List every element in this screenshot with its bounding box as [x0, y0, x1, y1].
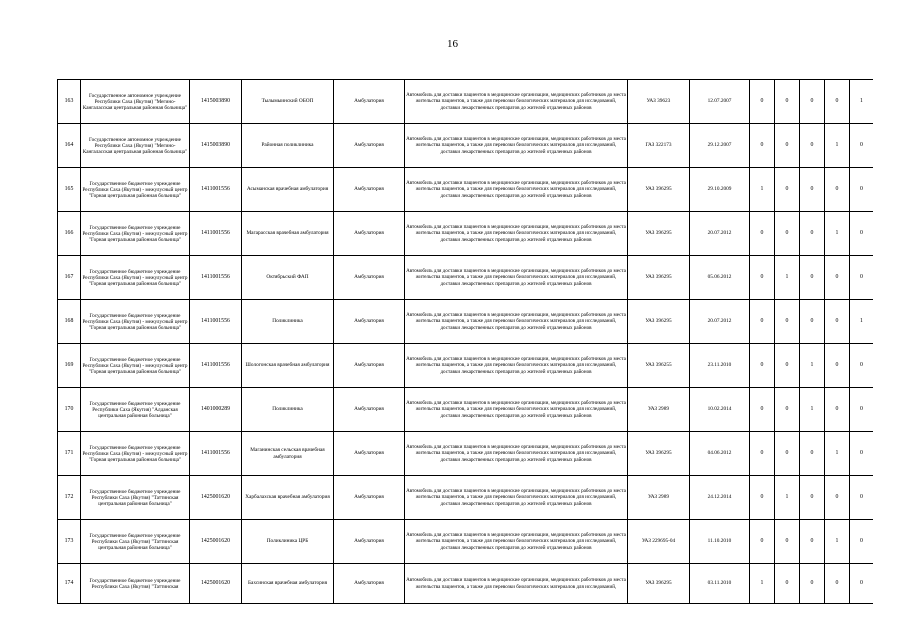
count-col-1: 0: [750, 256, 775, 300]
department-name: Амбулатория: [334, 476, 405, 520]
vehicle-model: УАЗ 396295: [628, 432, 690, 476]
count-col-1: 0: [750, 388, 775, 432]
inn-code: 1401000289: [190, 388, 242, 432]
table-row: [58, 344, 874, 388]
row-number: 165: [58, 168, 81, 212]
count-col-4: 0: [825, 80, 850, 124]
row-number: 170: [58, 388, 81, 432]
inn-code: 1411001556: [190, 212, 242, 256]
department-name: Амбулатория: [334, 388, 405, 432]
organization-name: Государственное бюджетное учреждение Республики Саха (Якутия) - межулусный центр "Горная центральная районная больница": [81, 300, 190, 344]
count-col-5: 0: [850, 476, 874, 520]
vehicle-model: ГАЗ 322173: [628, 124, 690, 168]
count-col-4: 0: [825, 388, 850, 432]
count-col-3: 0: [800, 432, 825, 476]
table-row: [58, 520, 874, 564]
count-col-3: 0: [800, 124, 825, 168]
organization-name: Государственное бюджетное учреждение Республики Саха (Якутия) - межулусный центр "Горная центральная районная больница": [81, 344, 190, 388]
inn-code: 1411001556: [190, 300, 242, 344]
count-col-5: 1: [850, 300, 874, 344]
table-row: [58, 80, 874, 124]
count-col-5: 0: [850, 344, 874, 388]
acquisition-date: 10.02.2014: [690, 388, 750, 432]
inn-code: 1425001620: [190, 476, 242, 520]
count-col-5: 0: [850, 212, 874, 256]
count-col-1: 0: [750, 344, 775, 388]
organization-name: Государственное бюджетное учреждение Республики Саха (Якутия) "Таттинская: [81, 564, 190, 604]
organization-name: Государственное бюджетное учреждение Республики Саха (Якутия) - межулусный центр "Горная центральная районная больница": [81, 168, 190, 212]
department-name: Амбулатория: [334, 80, 405, 124]
count-col-3: 0: [800, 520, 825, 564]
table-wrapper: [57, 79, 873, 640]
row-number: 166: [58, 212, 81, 256]
acquisition-date: 24.12.2014: [690, 476, 750, 520]
department-name: Амбулатория: [334, 520, 405, 564]
count-col-2: 1: [775, 476, 800, 520]
department-name: Амбулатория: [334, 344, 405, 388]
acquisition-date: 23.11.2010: [690, 344, 750, 388]
table-row: [58, 124, 874, 168]
vehicle-purpose: Автомобиль для доставки пациентов в медицинские организации, медицинских работников до места жительства пациентов, а также для перевозки биологических материалов для исследований, доставки лекарственных препаратов до жителей отдаленных районов: [405, 300, 628, 344]
department-name: Амбулатория: [334, 124, 405, 168]
count-col-2: 0: [775, 344, 800, 388]
vehicle-model: УАЗ 396295: [628, 212, 690, 256]
subdivision-name: Асыманская врачебная амбулатория: [242, 168, 334, 212]
count-col-3: 0: [800, 212, 825, 256]
inn-code: 1411001556: [190, 432, 242, 476]
acquisition-date: 20.07.2012: [690, 300, 750, 344]
subdivision-name: Шологонская врачебная амбулатория: [242, 344, 334, 388]
inn-code: 1411001556: [190, 168, 242, 212]
count-col-3: 0: [800, 256, 825, 300]
vehicle-table: [57, 79, 873, 604]
subdivision-name: Поликлиника: [242, 300, 334, 344]
subdivision-name: Маганинская сельская врачебная амбулатория: [242, 432, 334, 476]
organization-name: Государственное бюджетное учреждение Республики Саха (Якутия) - межулусный центр "Горная центральная районная больница": [81, 432, 190, 476]
row-number: 168: [58, 300, 81, 344]
count-col-5: 0: [850, 388, 874, 432]
table-body: [58, 80, 874, 604]
inn-code: 1415003890: [190, 124, 242, 168]
inn-code: 1411001556: [190, 344, 242, 388]
inn-code: 1415003890: [190, 80, 242, 124]
department-name: Амбулатория: [334, 432, 405, 476]
count-col-5: 0: [850, 124, 874, 168]
vehicle-purpose: Автомобиль для доставки пациентов в медицинские организации, медицинских работников до места жительства пациентов, а также для перевозки биологических материалов для исследований, доставки лекарственных препаратов до жителей отдаленных районов: [405, 124, 628, 168]
acquisition-date: 04.06.2012: [690, 432, 750, 476]
count-col-3: 0: [800, 168, 825, 212]
organization-name: Государственное бюджетное учреждение Республики Саха (Якутия) "Таттинская центральная районная больница": [81, 476, 190, 520]
acquisition-date: 05.06.2012: [690, 256, 750, 300]
vehicle-purpose: Автомобиль для доставки пациентов в медицинские организации, медицинских работников до места жительства пациентов, а также для перевозки биологических материалов для исследований, доставки лекарственных препаратов до жителей отдаленных районов: [405, 520, 628, 564]
inn-code: 1411001556: [190, 256, 242, 300]
count-col-1: 0: [750, 80, 775, 124]
vehicle-purpose: Автомобиль для доставки пациентов в медицинские организации, медицинских работников до места жительства пациентов, а также для перевозки биологических материалов для исследований, доставки лекарственных препаратов до жителей отдаленных районов: [405, 432, 628, 476]
acquisition-date: 29.10.2009: [690, 168, 750, 212]
organization-name: Государственное автономное учреждение Республики Саха (Якутия) "Мегино-Кангаласская центральная районная больница": [81, 80, 190, 124]
count-col-3: 0: [800, 476, 825, 520]
table-row: [58, 168, 874, 212]
organization-name: Государственное бюджетное учреждение Республики Саха (Якутия) - межулусный центр "Горная центральная районная больница": [81, 212, 190, 256]
inn-code: 1425001620: [190, 564, 242, 604]
organization-name: Государственное автономное учреждение Республики Саха (Якутия) "Мегино-Кангаласская центральная районная больница": [81, 124, 190, 168]
count-col-2: 0: [775, 564, 800, 604]
count-col-2: 0: [775, 432, 800, 476]
row-number: 171: [58, 432, 81, 476]
table-row: [58, 256, 874, 300]
subdivision-name: Харбалахская врачебная амбулатория: [242, 476, 334, 520]
count-col-1: 1: [750, 564, 775, 604]
row-number: 163: [58, 80, 81, 124]
vehicle-model: УАЗ 396295: [628, 300, 690, 344]
subdivision-name: Поликлиника ЦРБ: [242, 520, 334, 564]
department-name: Амбулатория: [334, 256, 405, 300]
count-col-1: 0: [750, 212, 775, 256]
count-col-4: 1: [825, 520, 850, 564]
organization-name: Государственное бюджетное учреждение Республики Саха (Якутия) "Таттинская центральная районная больница": [81, 520, 190, 564]
subdivision-name: Тылымыинский ОБОП: [242, 80, 334, 124]
row-number: 174: [58, 564, 81, 604]
count-col-2: 0: [775, 80, 800, 124]
table-row: [58, 300, 874, 344]
count-col-1: 0: [750, 300, 775, 344]
vehicle-purpose: Автомобиль для доставки пациентов в медицинские организации, медицинских работников до места жительства пациентов, а также для перевозки биологических материалов для исследований,: [405, 564, 628, 604]
vehicle-model: УАЗ 2989: [628, 476, 690, 520]
organization-name: Государственное бюджетное учреждение Республики Саха (Якутия) - межулусный центр "Горная центральная районная больница": [81, 256, 190, 300]
department-name: Амбулатория: [334, 564, 405, 604]
count-col-4: 0: [825, 344, 850, 388]
acquisition-date: 03.11.2010: [690, 564, 750, 604]
count-col-1: 1: [750, 168, 775, 212]
department-name: Амбулатория: [334, 212, 405, 256]
vehicle-model: УАЗ 39623: [628, 80, 690, 124]
count-col-2: 0: [775, 520, 800, 564]
count-col-4: 1: [825, 212, 850, 256]
count-col-2: 0: [775, 212, 800, 256]
acquisition-date: 20.07.2012: [690, 212, 750, 256]
vehicle-model: УАЗ 396295: [628, 564, 690, 604]
acquisition-date: 29.12.2007: [690, 124, 750, 168]
vehicle-model: УАЗ 396255: [628, 344, 690, 388]
count-col-1: 0: [750, 476, 775, 520]
count-col-4: 0: [825, 300, 850, 344]
vehicle-purpose: Автомобиль для доставки пациентов в медицинские организации, медицинских работников до места жительства пациентов, а также для перевозки биологических материалов для исследований, доставки лекарственных препаратов до жителей отдаленных районов: [405, 476, 628, 520]
subdivision-name: Поликлиника: [242, 388, 334, 432]
count-col-5: 0: [850, 564, 874, 604]
row-number: 173: [58, 520, 81, 564]
count-col-4: 0: [825, 476, 850, 520]
count-col-4: 1: [825, 432, 850, 476]
row-number: 172: [58, 476, 81, 520]
table-row: [58, 388, 874, 432]
subdivision-name: Октябрьский ФАП: [242, 256, 334, 300]
table-row: [58, 476, 874, 520]
count-col-3: 0: [800, 80, 825, 124]
organization-name: Государственное бюджетное учреждение Республики Саха (Якутия) "Алданская центральная районная больница": [81, 388, 190, 432]
table-row: [58, 432, 874, 476]
count-col-5: 0: [850, 168, 874, 212]
row-number: 169: [58, 344, 81, 388]
vehicle-model: УАЗ 396295: [628, 256, 690, 300]
count-col-1: 0: [750, 432, 775, 476]
row-number: 167: [58, 256, 81, 300]
vehicle-purpose: Автомобиль для доставки пациентов в медицинские организации, медицинских работников до места жительства пациентов, а также для перевозки биологических материалов для исследований, доставки лекарственных препаратов до жителей отдаленных районов: [405, 256, 628, 300]
vehicle-model: УАЗ 229695-04: [628, 520, 690, 564]
subdivision-name: Районная поликлиника: [242, 124, 334, 168]
count-col-2: 0: [775, 300, 800, 344]
page-number: 16: [447, 38, 458, 50]
count-col-5: 0: [850, 256, 874, 300]
count-col-5: 1: [850, 80, 874, 124]
vehicle-purpose: Автомобиль для доставки пациентов в медицинские организации, медицинских работников до места жительства пациентов, а также для перевозки биологических материалов для исследований, доставки лекарственных препаратов до жителей отдаленных районов: [405, 388, 628, 432]
department-name: Амбулатория: [334, 168, 405, 212]
count-col-3: 1: [800, 344, 825, 388]
row-number: 164: [58, 124, 81, 168]
count-col-2: 0: [775, 168, 800, 212]
count-col-1: 0: [750, 124, 775, 168]
count-col-2: 1: [775, 256, 800, 300]
vehicle-purpose: Автомобиль для доставки пациентов в медицинские организации, медицинских работников до места жительства пациентов, а также для перевозки биологических материалов для исследований, доставки лекарственных препаратов до жителей отдаленных районов: [405, 80, 628, 124]
count-col-3: 1: [800, 388, 825, 432]
vehicle-purpose: Автомобиль для доставки пациентов в медицинские организации, медицинских работников до места жительства пациентов, а также для перевозки биологических материалов для исследований, доставки лекарственных препаратов до жителей отдаленных районов: [405, 212, 628, 256]
vehicle-purpose: Автомобиль для доставки пациентов в медицинские организации, медицинских работников до места жительства пациентов, а также для перевозки биологических материалов для исследований, доставки лекарственных препаратов до жителей отдаленных районов: [405, 168, 628, 212]
subdivision-name: Бахсинская врачебная амбулатория: [242, 564, 334, 604]
count-col-3: 0: [800, 564, 825, 604]
table-row: [58, 212, 874, 256]
count-col-3: 0: [800, 300, 825, 344]
count-col-4: 0: [825, 256, 850, 300]
count-col-5: 0: [850, 432, 874, 476]
vehicle-purpose: Автомобиль для доставки пациентов в медицинские организации, медицинских работников до места жительства пациентов, а также для перевозки биологических материалов для исследований, доставки лекарственных препаратов до жителей отдаленных районов: [405, 344, 628, 388]
count-col-5: 0: [850, 520, 874, 564]
vehicle-model: УАЗ 2989: [628, 388, 690, 432]
department-name: Амбулатория: [334, 300, 405, 344]
count-col-1: 0: [750, 520, 775, 564]
acquisition-date: 11.10.2010: [690, 520, 750, 564]
count-col-2: 0: [775, 388, 800, 432]
inn-code: 1425001620: [190, 520, 242, 564]
table-row: [58, 564, 874, 604]
acquisition-date: 12.07.2007: [690, 80, 750, 124]
subdivision-name: Магарасская врачебная амбулатория: [242, 212, 334, 256]
count-col-4: 0: [825, 564, 850, 604]
count-col-2: 0: [775, 124, 800, 168]
count-col-4: 0: [825, 168, 850, 212]
count-col-4: 1: [825, 124, 850, 168]
vehicle-model: УАЗ 396295: [628, 168, 690, 212]
